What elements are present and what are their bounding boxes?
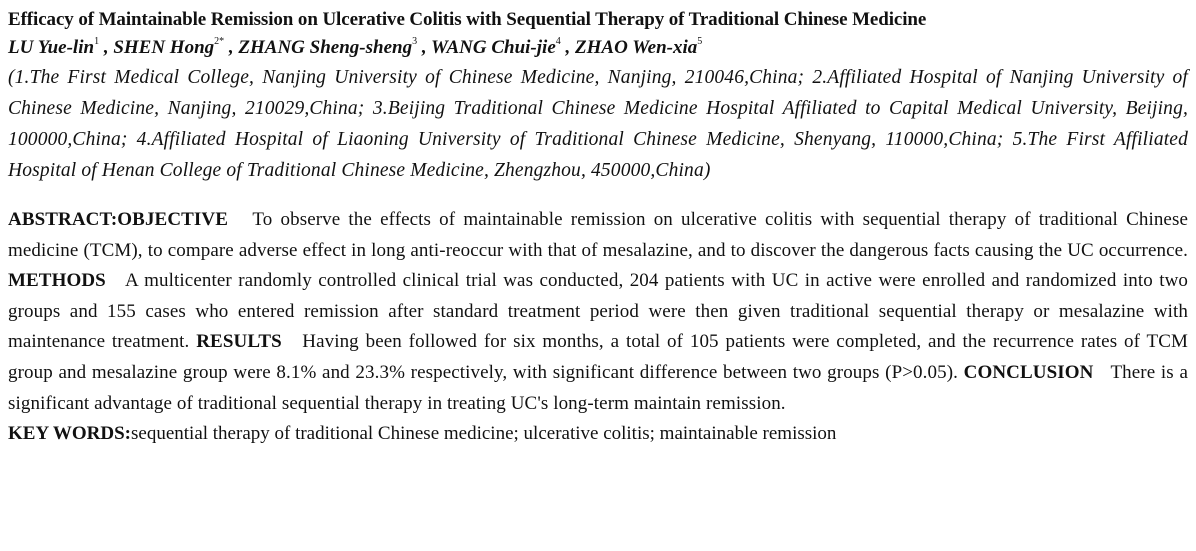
author-mark: 3 <box>412 36 418 47</box>
objective-text: To observe the effects of maintainable remission on ulcerative colitis with sequential therapy of traditional Chinese medicine (TCM), to compare adverse effect in long anti-reoccur with that of mesalazine, and to discover the dangerous facts causing the UC occurrence. <box>8 209 1188 261</box>
author-mark: 5 <box>697 36 703 47</box>
abstract-label: ABSTRACT: <box>8 209 118 230</box>
author-mark: 2* <box>214 36 225 47</box>
author-name: WANG Chui-jie <box>431 37 556 58</box>
conclusion-label: CONCLUSION <box>963 361 1094 383</box>
keywords-text: sequential therapy of traditional Chinese medicine; ulcerative colitis; maintainable remission <box>131 423 837 445</box>
author-list <box>8 34 1188 62</box>
methods-text: A multicenter randomly controlled clinical trial was conducted, 204 patients with UC in active were enrolled and randomized into two groups and 155 cases who entered remission after standard treatment period were then given traditional sequential therapy or mesalazine with maintenance treatment. <box>8 270 1188 353</box>
objective-label: OBJECTIVE <box>117 209 229 230</box>
keywords-label: KEY WORDS: <box>8 423 131 445</box>
author-name: ZHANG Sheng-sheng <box>238 37 413 58</box>
methods-label: METHODS <box>8 270 106 292</box>
author-separator: , <box>417 37 427 58</box>
keywords <box>8 419 1188 450</box>
author-name: ZHAO Wen-xia <box>575 37 698 58</box>
results-label: RESULTS <box>196 331 282 353</box>
paper-title: Efficacy of Maintainable Remission on Ulcerative Colitis with Sequential Therapy of Traditional Chinese Medicine <box>8 9 927 30</box>
section-gap <box>8 186 1188 205</box>
author-separator: , <box>99 37 109 58</box>
author-name: SHEN Hong <box>113 37 215 58</box>
author-separator: , <box>560 37 571 58</box>
conclusion-text: There is a significant advantage of traditional sequential therapy in treating UC's long-term maintain remission. <box>8 361 1188 414</box>
author-mark: 4 <box>555 36 561 47</box>
results-text: Having been followed for six months, a total of 105 patients were completed, and the recurrence rates of TCM group and mesalazine group were 8.1% and 23.3% respectively, with significant difference between two groups (P>0.05). <box>8 331 1188 383</box>
affiliations: (1.The First Medical College, Nanjing University of Chinese Medicine, Nanjing, 210046,China; 2.Affiliated Hospital of Nanjing University of Chinese Medicine, Nanjing, 210029,China; 3.Beijing Traditional Chinese Medicine Hospital Affiliated to Capital Medical University, Beijing, 100000,China; 4.Affiliated Hospital of Liaoning University of Traditional Chinese Medicine, Shenyang, 110000,China; 5.The First Affiliated Hospital of Henan College of Traditional Chinese Medicine, Zhengzhou, 450000,China) <box>8 67 1188 181</box>
author-mark: 1 <box>94 36 100 47</box>
author-name: LU Yue-lin <box>8 37 95 58</box>
abstract <box>8 205 1188 419</box>
author-separator: , <box>224 37 234 58</box>
